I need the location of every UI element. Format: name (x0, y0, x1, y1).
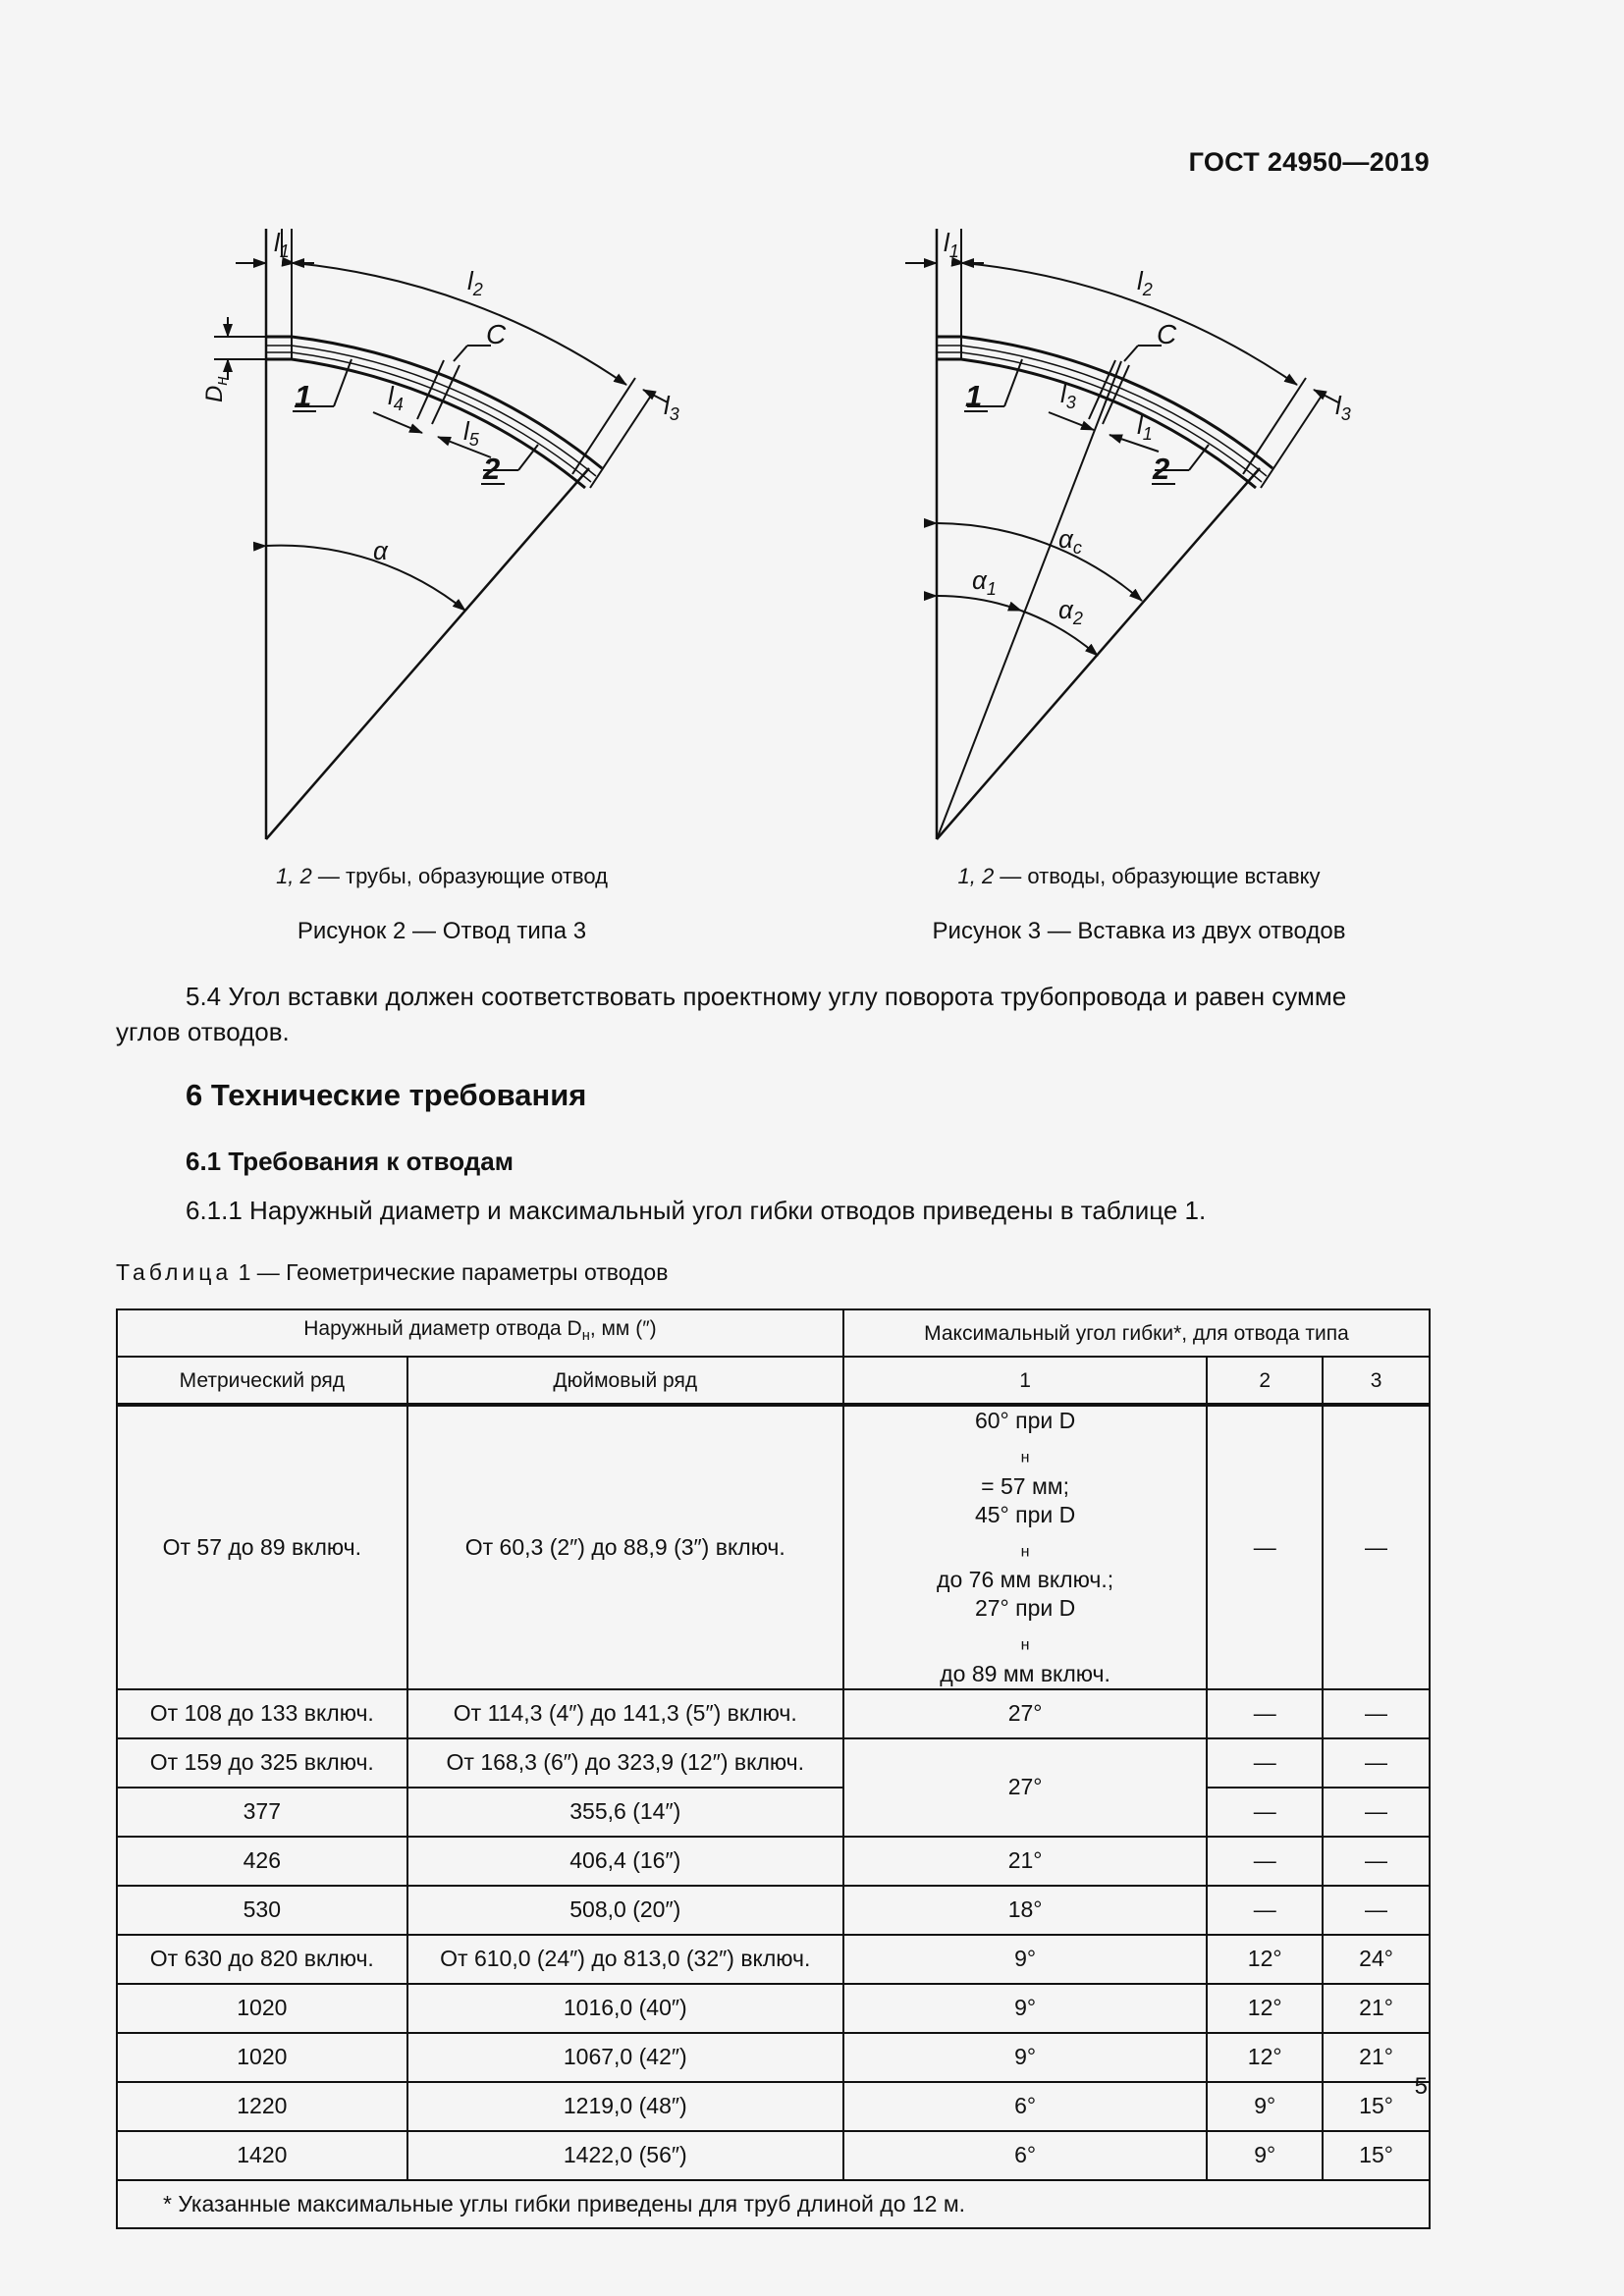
svg-text:α2: $\alpha_2$ (1058, 595, 1083, 628)
cell-type-2: — (1207, 1837, 1323, 1886)
cell-type-1: 6° (843, 2131, 1207, 2180)
cell-type-2: — (1207, 1788, 1323, 1837)
cell-metric: От 108 до 133 включ. (117, 1689, 407, 1738)
svg-text:l1: $l_1$ (274, 228, 290, 261)
cell-inch: 508,0 (20″) (407, 1886, 843, 1935)
cell-inch: От 60,3 (2″) до 88,9 (3″) включ. (407, 1405, 843, 1689)
header-outer-diameter: Наружный диаметр отвода $D_н$, мм (″) (117, 1309, 843, 1357)
cell-type-3: 21° (1323, 2033, 1430, 2082)
cell-type-2: — (1207, 1738, 1323, 1788)
cell-type-1: 60° при D $_н$ = 57 мм; 45° при D $_н$ до 76 мм включ.; 27° при D $_н$ до 89 мм включ. (843, 1405, 1207, 1689)
cell-inch: 406,4 (16″) (407, 1837, 843, 1886)
table-row (117, 1405, 1430, 1689)
cell-type-1: 27° (843, 1689, 1207, 1738)
cell-type-3: — (1323, 1405, 1430, 1689)
cell-type-3: 15° (1323, 2131, 1430, 2180)
cell-type-3: 24° (1323, 1935, 1430, 1984)
cell-type-1: 9° (843, 2033, 1207, 2082)
header-type-2: 2 (1207, 1357, 1323, 1405)
cell-type-2: — (1207, 1689, 1323, 1738)
paragraph-6-1-1: 6.1.1 Наружный диаметр и максимальный угол гибки отводов приведены в таблице 1. (186, 1196, 1207, 1225)
table-header-row (117, 1309, 1430, 1357)
cell-type-1: 21° (843, 1837, 1207, 1886)
svg-text:l3: $l_3$ (664, 391, 679, 424)
table-subheader-row (117, 1357, 1430, 1405)
figure-3-drawing (0, 0, 1473, 854)
table-row (117, 1837, 1430, 1886)
cell-type-1: 9° (843, 1984, 1207, 2033)
svg-text:Dн: $D_н$ (201, 376, 231, 402)
paragraph-5-4: 5.4 Угол вставки должен соответствовать проектному углу поворота трубопровода и равен сумме углов отводов. (116, 982, 1347, 1046)
table-1-title: Таблица 1 — Геометрические параметры отводов (116, 1259, 669, 1285)
svg-text:αc: $\alpha_c$ (1058, 524, 1082, 558)
figure-3-caption: Рисунок 3 — Вставка из двух отводов (932, 918, 1346, 944)
section-6-heading: 6 Технические требования (186, 1078, 587, 1112)
cell-metric: От 57 до 89 включ. (117, 1405, 407, 1689)
svg-text:1: 1 (965, 379, 983, 413)
header-type-3: 3 (1323, 1357, 1430, 1405)
header-type-1: 1 (843, 1357, 1207, 1405)
svg-text:C: C (486, 319, 507, 349)
figure-2-caption: Рисунок 2 — Отвод типа 3 (297, 918, 587, 944)
table-row (117, 1984, 1430, 2033)
cell-type-3: — (1323, 1738, 1430, 1788)
cell-metric: От 159 до 325 включ. (117, 1738, 407, 1788)
cell-inch: От 610,0 (24″) до 813,0 (32″) включ. (407, 1935, 843, 1984)
svg-text:l5: $l_5$ (463, 416, 479, 450)
cell-type-2: — (1207, 1405, 1323, 1689)
cell-inch: 1067,0 (42″) (407, 2033, 843, 2082)
cell-type-3: — (1323, 1689, 1430, 1738)
cell-inch: От 114,3 (4″) до 141,3 (5″) включ. (407, 1689, 843, 1738)
svg-text:l2: $l_2$ (467, 266, 483, 299)
table-row (117, 1886, 1430, 1935)
table-footnote: * Указанные максимальные углы гибки приведены для труб длиной до 12 м. (117, 2180, 1430, 2228)
header-inch: Дюймовый ряд (407, 1357, 843, 1405)
svg-text:1: 1 (295, 379, 312, 413)
table-row (117, 2082, 1430, 2131)
cell-metric: 426 (117, 1837, 407, 1886)
cell-metric: 1020 (117, 2033, 407, 2082)
table-footnote-row (117, 2180, 1430, 2228)
svg-text:2: 2 (483, 452, 501, 486)
table-row (117, 1935, 1430, 1984)
cell-metric: 1220 (117, 2082, 407, 2131)
cell-type-1: 6° (843, 2082, 1207, 2131)
cell-type-1: 9° (843, 1935, 1207, 1984)
svg-text:C: C (1157, 319, 1177, 349)
figure-2-legend: 1, 2 — трубы, образующие отвод (276, 864, 608, 888)
cell-type-2: — (1207, 1886, 1323, 1935)
svg-text:l4: $l_4$ (388, 381, 404, 414)
svg-text:α1: $\alpha_1$ (972, 565, 997, 599)
cell-type-3: 21° (1323, 1984, 1430, 2033)
page-number: 5 (1414, 2073, 1428, 2100)
cell-type-3: — (1323, 1837, 1430, 1886)
document-code: ГОСТ 24950—2019 (1188, 147, 1430, 177)
cell-type-3: 15° (1323, 2082, 1430, 2131)
svg-text:α: α (373, 536, 388, 565)
table-row (117, 2131, 1430, 2180)
cell-type-2: 12° (1207, 2033, 1323, 2082)
cell-type-2: 12° (1207, 1984, 1323, 2033)
svg-text:l3: $l_3$ (1060, 379, 1076, 412)
svg-text:2: 2 (1153, 452, 1170, 486)
cell-type-2: 9° (1207, 2082, 1323, 2131)
cell-type-3: — (1323, 1788, 1430, 1837)
cell-metric: 1420 (117, 2131, 407, 2180)
cell-metric: 530 (117, 1886, 407, 1935)
cell-type-2: 12° (1207, 1935, 1323, 1984)
table-row (117, 1788, 1430, 1837)
cell-inch: 355,6 (14″) (407, 1788, 843, 1837)
cell-inch: 1219,0 (48″) (407, 2082, 843, 2131)
cell-inch: 1422,0 (56″) (407, 2131, 843, 2180)
figure-3-legend: 1, 2 — отводы, образующие вставку (957, 864, 1321, 888)
section-6-1-heading: 6.1 Требования к отводам (186, 1147, 514, 1176)
table-1-geometric-parameters (116, 1308, 1431, 2229)
table-row (117, 2033, 1430, 2082)
svg-text:l3: $l_3$ (1335, 391, 1351, 424)
cell-inch: От 168,3 (6″) до 323,9 (12″) включ. (407, 1738, 843, 1788)
table-row (117, 1738, 1430, 1788)
header-max-bend-angle: Максимальный угол гибки*, для отвода типа (843, 1309, 1430, 1357)
cell-metric: 1020 (117, 1984, 407, 2033)
cell-metric: 377 (117, 1788, 407, 1837)
cell-metric: От 630 до 820 включ. (117, 1935, 407, 1984)
cell-type-2: 9° (1207, 2131, 1323, 2180)
svg-text:l2: $l_2$ (1137, 266, 1153, 299)
svg-text:l1: $l_1$ (1137, 410, 1153, 444)
svg-text:l1: $l_1$ (944, 228, 959, 261)
header-metric: Метрический ряд (117, 1357, 407, 1405)
cell-type-1: 18° (843, 1886, 1207, 1935)
cell-type-1: 27° (843, 1738, 1207, 1837)
cell-type-3: — (1323, 1886, 1430, 1935)
table-row (117, 1689, 1430, 1738)
cell-inch: 1016,0 (40″) (407, 1984, 843, 2033)
